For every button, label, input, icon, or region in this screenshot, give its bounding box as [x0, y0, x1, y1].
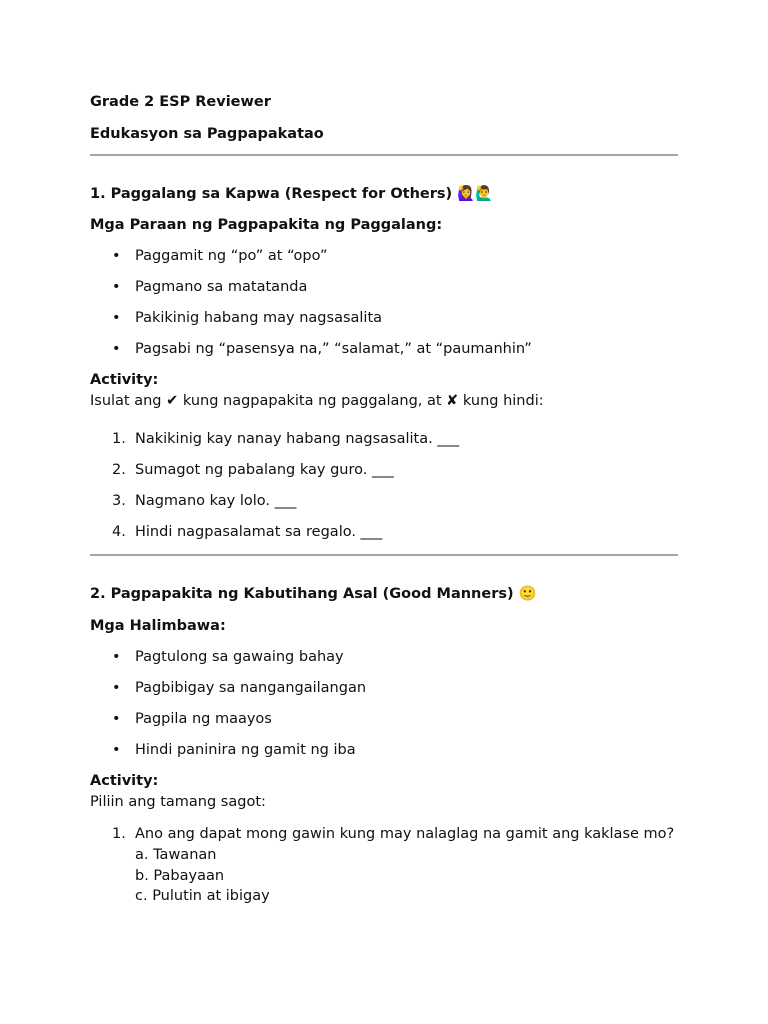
list-item-text: Hindi paninira ng gamit ng iba [135, 742, 356, 758]
activity-item [90, 491, 678, 511]
activity-item [90, 429, 678, 449]
choice-a: a. Tawanan [135, 847, 217, 863]
item-number: 4. [112, 524, 126, 540]
item-number: 1. [112, 826, 126, 842]
bullet-icon: • [112, 711, 121, 727]
section-divider [90, 554, 678, 556]
list-item-text: Pagsabi ng “pasensya na,” “salamat,” at “paumanhin” [135, 341, 532, 357]
list-item-text: Pagtulong sa gawaing bahay [135, 649, 344, 665]
list-item-text: Pagbibigay sa nangangailangan [135, 680, 367, 696]
list-item [90, 678, 678, 698]
document-title: Grade 2 ESP Reviewer [90, 94, 271, 110]
activity-item [90, 460, 678, 480]
section-2-subheading: Mga Halimbawa: [90, 618, 226, 634]
choice-c: c. Pulutin at ibigay [135, 888, 270, 904]
section-1-activity-list [90, 429, 678, 542]
list-item [90, 308, 678, 328]
activity-item-text: Hindi nagpasalamat sa regalo. ___ [135, 524, 383, 540]
list-item [90, 277, 678, 297]
section-2-bullet-list [90, 647, 678, 760]
list-item [90, 339, 678, 359]
answer-choices [135, 845, 678, 907]
section-1-heading: 1. Paggalang sa Kapwa (Respect for Others) 🙋‍♀️🙋‍♂️ [90, 186, 494, 202]
list-item-text: Paggamit ng “po” at “opo” [135, 248, 328, 264]
bullet-icon: • [112, 248, 121, 264]
list-item [90, 246, 678, 266]
activity-item-text: Sumagot ng pabalang kay guro. ___ [135, 462, 394, 478]
item-number: 2. [112, 462, 126, 478]
list-item-text: Pagpila ng maayos [135, 711, 272, 727]
bullet-icon: • [112, 279, 121, 295]
item-number: 3. [112, 493, 126, 509]
bullet-icon: • [112, 310, 121, 326]
question-item [90, 824, 678, 907]
item-number: 1. [112, 431, 126, 447]
question-text: Ano ang dapat mong gawin kung may nalaglag na gamit ang kaklase mo? [135, 826, 675, 842]
list-item [90, 647, 678, 667]
list-item [90, 709, 678, 729]
document-subtitle: Edukasyon sa Pagpapakatao [90, 126, 324, 142]
section-divider [90, 154, 678, 156]
choice-b: b. Pabayaan [135, 867, 225, 884]
section-1-bullet-list [90, 246, 678, 359]
activity-item [90, 522, 678, 542]
section-2-instruction: Piliin ang tamang sagot: [90, 794, 266, 810]
bullet-icon: • [112, 649, 121, 665]
section-2-heading: 2. Pagpapakita ng Kabutihang Asal (Good Manners) 🙂 [90, 586, 537, 602]
section-1-activity-label: Activity: [90, 372, 159, 388]
list-item [90, 740, 678, 760]
bullet-icon: • [112, 341, 121, 357]
list-item-text: Pakikinig habang may nagsasalita [135, 310, 383, 326]
section-2-activity-label: Activity: [90, 773, 159, 789]
section-1-instruction: Isulat ang ✔ kung nagpapakita ng paggalang, at ✘ kung hindi: [90, 393, 544, 409]
section-1-subheading: Mga Paraan ng Pagpapakita ng Paggalang: [90, 217, 443, 233]
activity-item-text: Nakikinig kay nanay habang nagsasalita. ___ [135, 431, 460, 447]
activity-item-text: Nagmano kay lolo. ___ [135, 493, 297, 509]
section-2-question-list [90, 824, 678, 907]
list-item-text: Pagmano sa matatanda [135, 279, 308, 295]
bullet-icon: • [112, 680, 121, 696]
document-page [90, 92, 678, 907]
bullet-icon: • [112, 742, 121, 758]
